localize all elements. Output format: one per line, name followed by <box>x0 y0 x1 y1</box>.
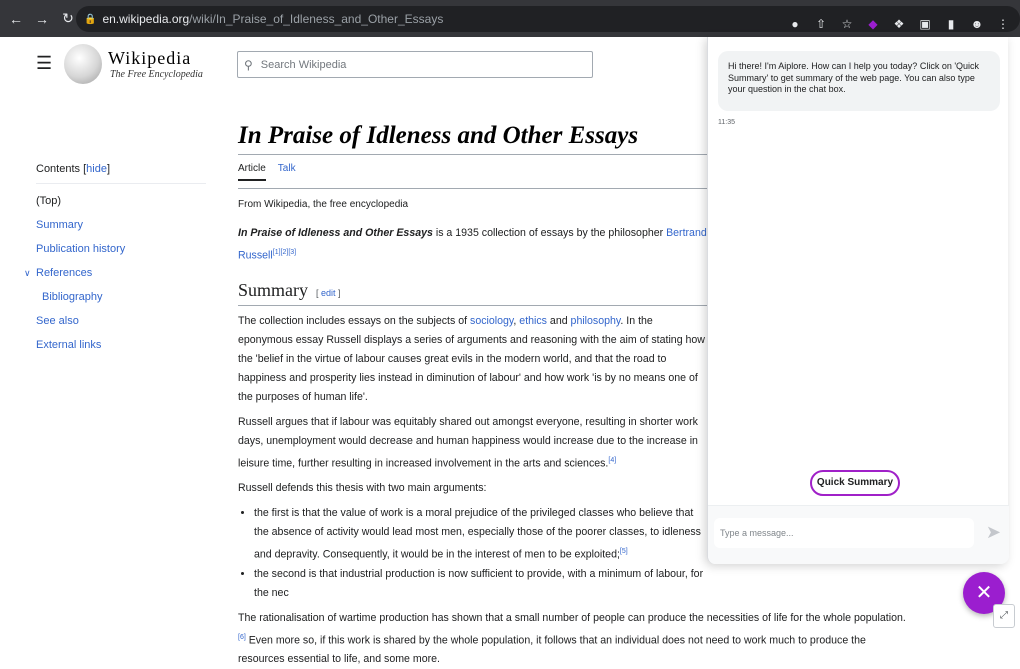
summary-paragraph-1 <box>238 312 708 407</box>
star-icon[interactable]: ☆ <box>841 17 853 31</box>
bot-message: Hi there! I'm Aiplore. How can I help you today? Click on 'Quick Summary' to get summary of the web page. You can also type your question in the chat box. <box>718 51 1000 111</box>
wikipedia-wordmark[interactable]: Wikipedia <box>108 48 192 68</box>
summary-heading <box>238 280 708 306</box>
p2-ref[interactable]: [4] <box>608 456 617 464</box>
p4-text-b: Even more so, if this work is shared by the whole population, it follows that an individual does not need to work much to produce the resources essential to life, and some more. <box>238 634 866 666</box>
p1-text-a: The collection includes essays on the subjects of <box>238 314 471 327</box>
arrow-left-icon[interactable]: ← <box>9 10 23 27</box>
url-host: en.wikipedia.org <box>102 12 190 26</box>
lead-refs[interactable]: [1][2][3] <box>272 249 297 256</box>
p1-text-b: . In the eponymous essay Russell displays a series of arguments and reasoning with the aim of stating how the 'belief in the virtue of labour causes great evils in the modern world, and that the road to happiness and prosperity lies instead in diminution of labour' and how work 'is by no means one of the purposes of human life'. <box>238 314 705 403</box>
page-title: In Praise of Idleness and Other Essays <box>238 122 738 155</box>
toc-item-summary[interactable]: Summary <box>36 219 84 231</box>
arguments-list <box>238 504 708 603</box>
url-text[interactable] <box>102 12 443 26</box>
p1-sep-1: , <box>513 314 520 327</box>
lead-text: is a 1935 collection of essays by the philosopher <box>432 227 667 239</box>
search-input[interactable] <box>259 58 592 72</box>
p4-text: The rationalisation of wartime production has shown that a small number of people can produce the necessities of life for the whole population. <box>238 611 906 624</box>
wikipedia-tagline: The Free Encyclopedia <box>110 69 203 80</box>
quick-summary-button[interactable]: Quick Summary <box>810 470 900 496</box>
google-icon[interactable]: ● <box>791 17 799 31</box>
puzzle-icon[interactable]: ❖ <box>893 17 905 31</box>
lead-bold-title: In Praise of Idleness and Other Essays <box>238 227 433 239</box>
tab-article[interactable]: Article <box>238 163 266 181</box>
list-item <box>254 565 708 603</box>
toc-item-bibliography[interactable]: Bibliography <box>42 291 103 303</box>
aiplore-chat-panel <box>707 37 1008 564</box>
summary-heading-label: Summary <box>238 279 308 300</box>
close-icon: ✕ <box>975 582 993 604</box>
summary-paragraph-4 <box>238 609 908 669</box>
p4-ref[interactable]: [6] <box>238 633 246 641</box>
extension-aiplore-icon[interactable]: ◆ <box>868 17 878 31</box>
message-timestamp: 11:35 <box>718 119 735 126</box>
lock-icon[interactable]: 🔒 <box>84 13 97 25</box>
bullet-1-text: the first is that the value of work is a moral prejudice of the privileged classes who believe that the absence of activity would lead most men, especially those of the poorer classes, to idleness and depravity. Consequently, it would be in the interest of men to be exploited; <box>254 507 701 561</box>
profile-icon[interactable]: ☻ <box>970 17 984 31</box>
extension-icon[interactable]: ▣ <box>919 17 931 31</box>
hamburger-menu-icon[interactable]: ☰ <box>36 53 53 73</box>
toc-item-references-label: References <box>36 267 93 279</box>
url-path: /wiki/In_Praise_of_Idleness_and_Other_Essays <box>189 12 444 26</box>
menu-dots-icon[interactable]: ⋮ <box>997 17 1009 31</box>
philosophy-link[interactable]: philosophy <box>570 314 621 327</box>
p2-text: Russell argues that if labour was equitably shared out amongst everyone, resulting in shorter work days, unemployment would decrease and human happiness would increase due to the increase in leisure time, further resulting in increased involvement in the arts and sciences. <box>238 415 698 470</box>
toc-item-references[interactable] <box>24 266 206 290</box>
summary-paragraph-2 <box>238 413 708 474</box>
ethics-link[interactable]: ethics <box>519 314 547 327</box>
search-icon: ⚲ <box>244 57 253 72</box>
sidebar-icon[interactable]: ▮ <box>947 17 955 31</box>
toc-item-top[interactable]: (Top) <box>36 195 62 207</box>
message-input[interactable] <box>714 518 974 548</box>
share-icon[interactable]: ⇧ <box>815 17 827 31</box>
tab-talk[interactable]: Talk <box>277 163 296 174</box>
summary-paragraph-3: Russell defends this thesis with two main arguments: <box>238 482 487 495</box>
p1-sep-2: and <box>546 314 571 327</box>
article-tabs <box>238 163 738 189</box>
toc-item-see-also[interactable]: See also <box>36 315 79 327</box>
toc-hide-link[interactable]: hide <box>86 163 107 175</box>
bullet-2-text: the second is that industrial production is now sufficient to provide, with a minimum of labour, for the nec <box>254 567 704 599</box>
send-icon[interactable]: ➤ <box>985 522 1001 542</box>
lead-paragraph <box>238 224 708 266</box>
wikipedia-globe-logo[interactable] <box>64 44 102 84</box>
browser-toolbar <box>0 0 1020 37</box>
chat-composer <box>708 505 1009 564</box>
table-of-contents <box>24 163 206 362</box>
edit-link[interactable]: edit <box>321 287 336 298</box>
search-box[interactable] <box>237 51 593 78</box>
toc-heading-label: Contents <box>36 163 81 175</box>
bertrand-russell-link[interactable]: Bertrand Russell <box>238 227 707 262</box>
arrow-right-icon[interactable]: → <box>35 10 49 27</box>
toc-item-publication-history[interactable]: Publication history <box>36 243 126 255</box>
expand-icon[interactable]: ⤢ <box>993 604 1015 628</box>
address-bar[interactable] <box>76 6 1020 32</box>
list-item <box>254 504 708 565</box>
bullet-1-ref[interactable]: [5] <box>619 548 628 556</box>
edit-section: [ edit ] <box>316 287 341 298</box>
from-wikipedia-note: From Wikipedia, the free encyclopedia <box>238 199 409 210</box>
chevron-down-icon[interactable]: ∨ <box>24 268 31 278</box>
sociology-link[interactable]: sociology <box>470 314 514 327</box>
toc-heading: Contents [hide] <box>36 163 206 184</box>
reload-icon[interactable]: ↻ <box>62 10 74 26</box>
toc-item-external-links[interactable]: External links <box>36 339 102 351</box>
